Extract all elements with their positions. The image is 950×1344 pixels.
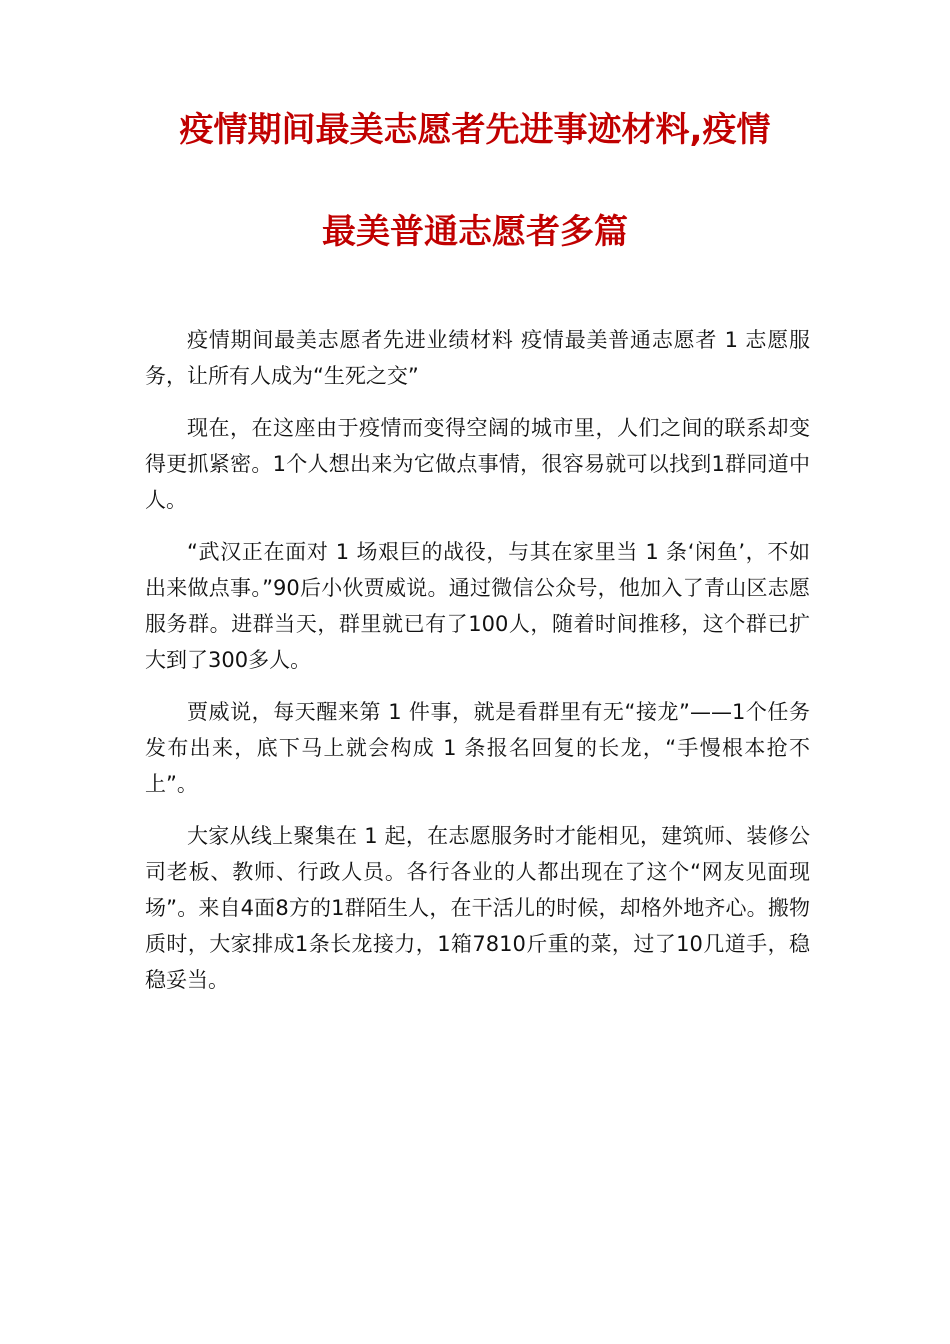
document-body <box>145 322 810 1014</box>
paragraph-2: 现在，在这座由于疫情而变得空阔的城市里，人们之间的联系却变得更抓紧密。1个人想出来为它做点事情，很容易就可以找到1群同道中人。 <box>145 416 810 512</box>
paragraph-3: “武汉正在面对 1 场艰巨的战役，与其在家里当 1 条‘闲鱼’，不如出来做点事。”90后小伙贾威说。通过微信公众号，他加入了青山区志愿服务群。进群当天，群里就已有了100人，随着时间推移，这个群已扩大到了300多人。 <box>145 540 810 672</box>
paragraph-1: 疫情期间最美志愿者先进业绩材料 疫情最美普通志愿者 1 志愿服务，让所有人成为“生死之交” <box>145 328 810 388</box>
document-title-line-2: 最美普通志愿者多篇 <box>322 212 628 252</box>
document-title-line-1: 疫情期间最美志愿者先进事迹材料,疫情 <box>179 110 771 150</box>
paragraph-4: 贾威说，每天醒来第 1 件事，就是看群里有无“接龙”——1个任务发布出来，底下马上就会构成 1 条报名回复的长龙，“手慢根本抢不上”。 <box>145 700 810 796</box>
paragraph-5: 大家从线上聚集在 1 起，在志愿服务时才能相见，建筑师、装修公司老板、教师、行政人员。各行各业的人都出现在了这个“网友见面现场”。来自4面8方的1群陌生人，在干活儿的时候，却格外地齐心。搬物质时，大家排成1条长龙接力，1箱7810斤重的菜，过了10几道手，稳稳妥当。 <box>145 824 810 992</box>
